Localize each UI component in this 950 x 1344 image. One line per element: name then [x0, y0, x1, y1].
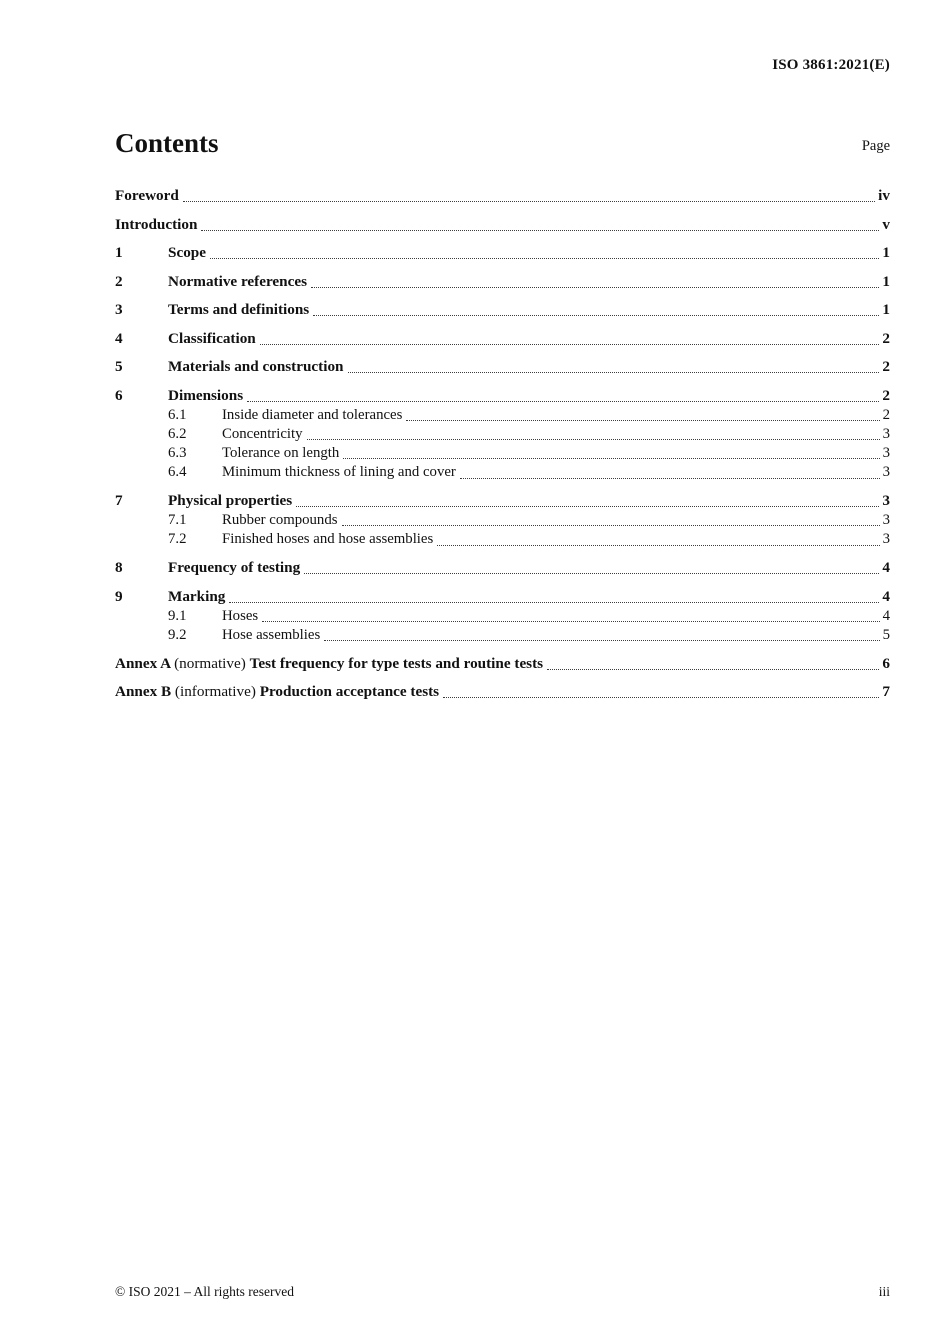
toc-entry-label: Hose assemblies	[222, 627, 321, 644]
toc-entry-page: 6	[882, 654, 890, 672]
toc-entry-page: 3	[882, 425, 890, 442]
toc-entry-number: 7.2	[168, 531, 187, 548]
toc-entry	[115, 357, 890, 377]
toc-leader-dots	[311, 287, 879, 288]
toc-entry-page: 1	[882, 301, 890, 318]
toc-leader-dots	[324, 640, 879, 641]
toc-entry	[115, 386, 890, 406]
toc-entry-number: 9	[115, 587, 123, 605]
toc-entry	[115, 463, 890, 482]
toc-entry-page: 2	[882, 406, 890, 423]
toc-entry	[115, 491, 890, 511]
toc-entry-page: 3	[882, 512, 890, 529]
toc-leader-dots	[342, 525, 880, 526]
toc-leader-dots	[313, 315, 879, 316]
toc-entry-label: Frequency of testing	[168, 559, 301, 577]
toc-entry-label: Minimum thickness of lining and cover	[222, 464, 456, 481]
toc-entry-number: 4	[115, 329, 123, 347]
toc-entry-page: v	[882, 215, 890, 233]
toc-leader-dots	[210, 258, 879, 259]
toc-entry	[115, 186, 890, 206]
toc-leader-dots	[260, 344, 880, 345]
toc-entry	[115, 425, 890, 444]
toc-leader-dots	[296, 506, 879, 507]
toc-entry-number: 6.1	[168, 406, 187, 423]
toc-entry-number: 6.3	[168, 445, 187, 462]
toc-leader-dots	[307, 439, 880, 440]
toc-leader-dots	[183, 201, 875, 202]
toc-entry-page: 7	[882, 683, 890, 701]
toc-entry-page: 3	[882, 464, 890, 481]
toc-entry-label: Rubber compounds	[222, 512, 338, 529]
toc-entry-number: 9.2	[168, 627, 187, 644]
toc-leader-dots	[262, 621, 879, 622]
toc-leader-dots	[247, 401, 879, 402]
toc-entry-page: 3	[882, 445, 890, 462]
toc-entry-label: Terms and definitions	[168, 301, 310, 318]
toc-entry	[115, 215, 890, 235]
toc-entry-label: Tolerance on length	[222, 445, 340, 462]
toc-entry-number: 5	[115, 358, 123, 375]
toc-entry-label: Annex B (informative) Production acceptance tests	[115, 683, 440, 701]
toc-entry	[115, 444, 890, 463]
toc-entry-label: Annex A (normative) Test frequency for type tests and routine tests	[115, 654, 544, 672]
toc-entry-page: 2	[882, 358, 890, 375]
toc-list	[115, 186, 890, 702]
toc-leader-dots	[343, 458, 879, 459]
toc-leader-dots	[229, 602, 879, 603]
toc-leader-dots	[547, 669, 879, 670]
toc-leader-dots	[443, 697, 879, 698]
toc-entry	[115, 511, 890, 530]
toc-leader-dots	[304, 573, 879, 574]
toc-leader-dots	[437, 545, 879, 546]
toc-entry-page: 3	[882, 492, 890, 510]
toc-entry	[115, 300, 890, 320]
toc-entry-page: 2	[882, 386, 890, 404]
toc-entry-page: 4	[882, 559, 890, 577]
toc-entry-label: Hoses	[222, 607, 259, 624]
toc-entry	[115, 626, 890, 645]
toc-entry	[115, 558, 890, 578]
toc-entry-label: Finished hoses and hose assemblies	[222, 531, 434, 548]
toc-entry	[115, 654, 890, 674]
toc-entry-page: 4	[882, 587, 890, 605]
toc-entry	[115, 682, 890, 702]
toc-entry-number: 2	[115, 272, 123, 290]
toc-entry-label: Introduction	[115, 215, 198, 233]
toc-leader-dots	[201, 230, 879, 231]
toc-entry-number: 3	[115, 301, 123, 318]
toc-entry-page: 5	[882, 627, 890, 644]
toc-entry-page: iv	[878, 187, 890, 204]
toc-entry-page: 1	[882, 244, 890, 261]
toc-entry-label: Dimensions	[168, 386, 244, 404]
toc-entry-number: 7.1	[168, 512, 187, 529]
toc-entry-number: 6	[115, 386, 123, 404]
contents-title: Contents	[115, 128, 219, 158]
toc-entry-label: Normative references	[168, 272, 308, 290]
toc-entry-page: 3	[882, 531, 890, 548]
toc-entry	[115, 587, 890, 607]
toc-entry	[115, 272, 890, 292]
folio-page-number: iii	[878, 1284, 890, 1299]
toc-entry-number: 9.1	[168, 607, 187, 624]
toc-entry-number: 8	[115, 559, 123, 577]
toc-entry-number: 6.2	[168, 425, 187, 442]
toc-entry-label: Foreword	[115, 187, 179, 204]
toc-entry-page: 1	[882, 272, 890, 290]
document-reference: ISO 3861:2021(E)	[772, 57, 890, 73]
toc-entry-label: Classification	[168, 329, 256, 347]
contents-header	[115, 128, 890, 159]
toc-leader-dots	[460, 478, 880, 479]
toc-entry	[115, 530, 890, 549]
toc-leader-dots	[406, 420, 879, 421]
toc-entry-label: Materials and construction	[168, 358, 344, 375]
toc-entry-number: 7	[115, 492, 123, 510]
toc-entry-label: Marking	[168, 587, 226, 605]
page-column-label: Page	[861, 138, 890, 154]
toc-leader-dots	[348, 372, 880, 373]
toc-entry-page: 4	[882, 607, 890, 624]
toc-entry-page: 2	[882, 329, 890, 347]
copyright-notice: © ISO 2021 – All rights reserved	[115, 1284, 294, 1299]
toc-entry	[115, 607, 890, 626]
toc-entry	[115, 329, 890, 349]
toc-entry	[115, 243, 890, 263]
toc-entry-label: Inside diameter and tolerances	[222, 406, 403, 423]
toc-entry	[115, 406, 890, 425]
toc-entry-label: Physical properties	[168, 492, 293, 510]
toc-entry-label: Scope	[168, 244, 206, 261]
toc-entry-number: 1	[115, 244, 123, 261]
toc-entry-number: 6.4	[168, 464, 187, 481]
toc-entry-label: Concentricity	[222, 425, 303, 442]
page-footer	[115, 1284, 890, 1300]
